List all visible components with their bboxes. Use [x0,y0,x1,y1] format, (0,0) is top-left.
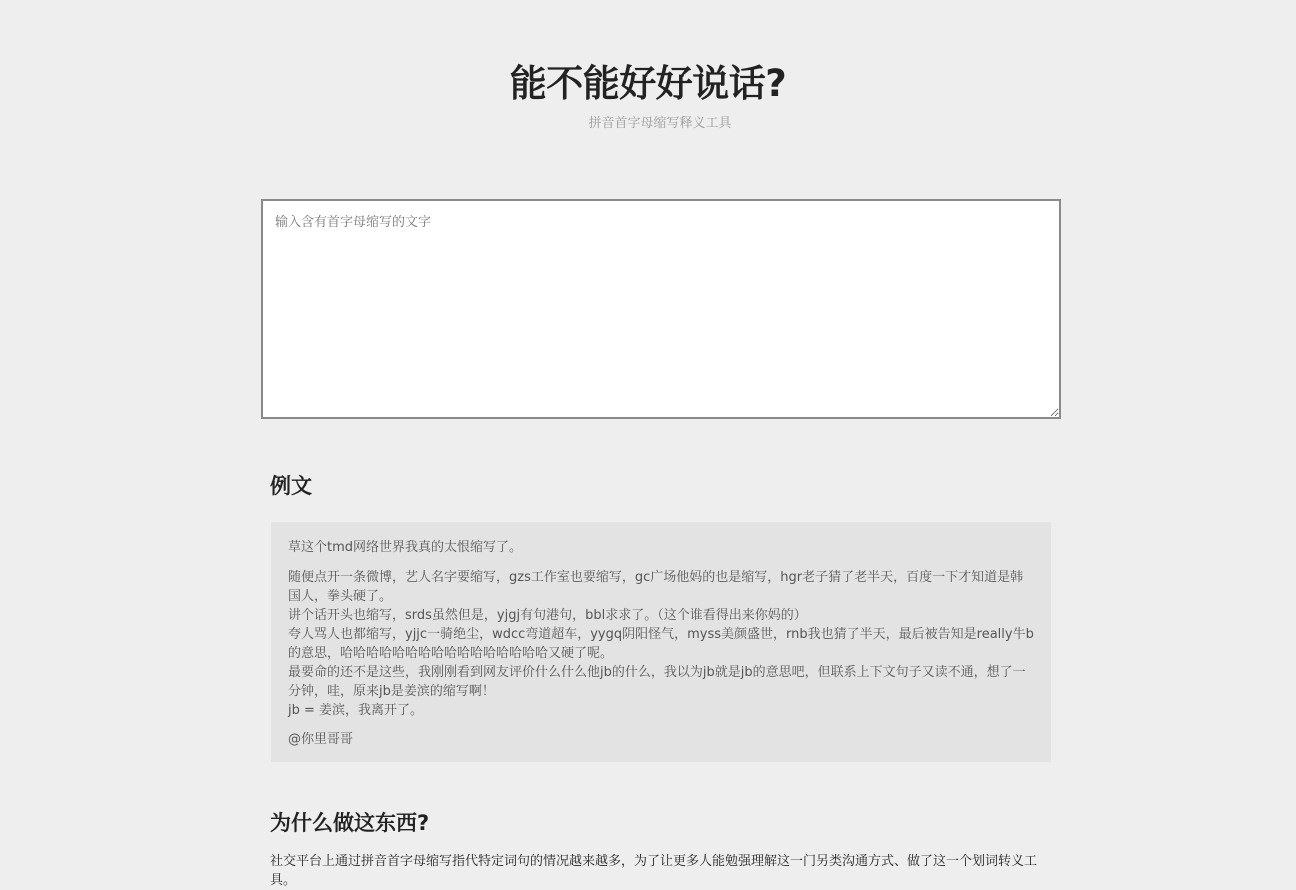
example-line: 夸人骂人也都缩写，yjjc一骑绝尘，wdcc弯道超车，yygq阴阳怪气，myss美颜盛世，rnb我也猜了半天，最后被告知是really牛b的意思，哈哈哈哈哈哈哈哈哈哈哈哈哈哈哈哈又硬了呢。 [288,627,1034,661]
example-line: 讲个话开头也缩写，srds虽然但是，yjgj有句港句，bbl求求了。（这个谁看得出来你妈的） [288,608,807,623]
example-body [288,568,1034,720]
example-line: 最要命的还不是这些，我刚刚看到网友评价什么什么他jb的什么，我以为jb就是jb的意思吧，但联系上下文句子又读不通，想了一分钟，哇，原来jb是姜滨的缩写啊！ [288,665,1026,699]
page-subtitle: 拼音首字母缩写释义工具 [588,116,732,131]
example-block [271,522,1051,762]
why-heading: 为什么做这东西? [270,811,430,835]
header [0,56,1296,134]
page-title: 能不能好好说话? [509,62,787,105]
abbreviation-input[interactable] [261,199,1061,419]
example-line: jb = 姜滨，我离开了。 [288,703,424,718]
example-line: 随便点开一条微博，艺人名字要缩写，gzs工作室也要缩写，gc广场他妈的也是缩写，hgr老子猜了老半天，百度一下才知道是韩国人，拳头硬了。 [288,570,1024,604]
example-lead: 草这个tmd网络世界我真的太恨缩写了。 [288,540,523,555]
why-text: 社交平台上通过拼音首字母缩写指代特定词句的情况越来越多，为了让更多人能勉强理解这一门另类沟通方式、做了这一个划词转义工具。 [270,854,1038,888]
example-heading: 例文 [270,474,312,498]
example-author: @你里哥哥 [288,732,354,747]
